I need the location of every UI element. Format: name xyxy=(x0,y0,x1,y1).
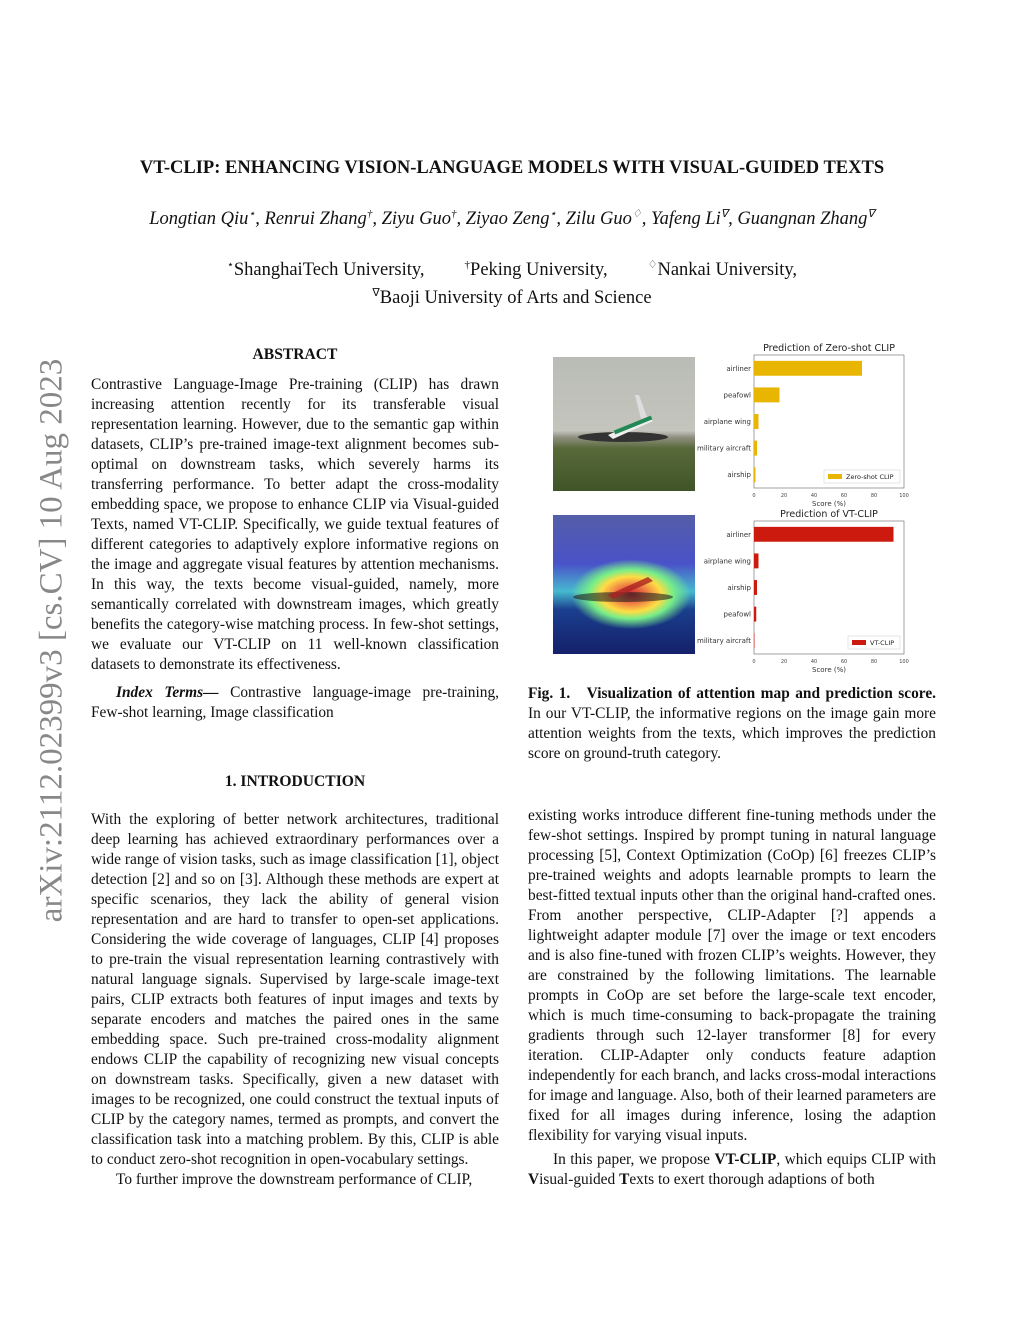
airplane-photo xyxy=(553,357,695,491)
author-mark: † xyxy=(366,208,373,220)
intro-paragraph xyxy=(528,1150,936,1190)
author-mark: ∇ xyxy=(867,208,875,220)
caption-text: In our VT-CLIP, the informative regions on the image gain more attention weights from the texts, which improves the prediction score on ground-truth category. xyxy=(528,705,936,762)
x-tick-label: 20 xyxy=(780,659,788,665)
affil-mark: † xyxy=(464,259,471,271)
airplane-shape xyxy=(553,515,695,654)
figure-label: Fig. 1 xyxy=(528,685,567,702)
author-mark: ♢ xyxy=(631,208,642,220)
affiliation: Peking University, xyxy=(470,260,608,281)
category-label: airliner xyxy=(726,364,751,373)
caption-title: Visualization of attention map and prediction score. xyxy=(586,685,936,702)
author-mark: ∇ xyxy=(720,208,729,220)
chart-title: Prediction of Zero-shot CLIP xyxy=(763,343,895,354)
category-label: airplane wing xyxy=(703,418,751,426)
intro-paragraph: existing works introduce different fine-tuning methods under the few-shot settings. Inspired by prompt tuning in natural language processing [5], Context Optimization (CoOp) [6] freezes CLIP’s pre-trained weights and adopts learnable prompts to learn the best-fitted textual inputs other than the original hand-crafted ones. From another perspective, CLIP-Adapter [?] appends a lightweight adapter module [7] over the image or text encoders and is also fine-tuned with frozen CLIP’s weights. However, they are constrained by the following limitations. The learnable prompts in CoOp are set before the large-scale text encoder, which is much time-consuming to back-propagate the training gradients through such 12-layer transformer [8] for every iteration. CLIP-Adapter only conducts feature adaption independently for each branch, and lacks cross-modal interactions for image and language. Also, both of their learned parameters are fixed for all images during inference, losing the adaption flexibility for varying visual inputs. xyxy=(528,807,936,1144)
chart-title: Prediction of VT-CLIP xyxy=(780,509,878,520)
bar xyxy=(754,441,757,456)
index-terms-text: Contrastive language-image pre-training, Few-shot learning, Image classification xyxy=(91,684,499,721)
intro-paragraph: With the exploring of better network architectures, traditional deep learning has achieved extraordinary performances over a wide range of vision tasks, such as image classification [1], object detection [2] and so on [3]. Although these methods are expert at specific scenarios, they lack the ability of general vision representation and are hard to transfer to open-set applications. Considering the wide coverage of languages, CLIP [4] proposes to pre-train the visual representation learning contrastively with natural language signals. Supervised by large-scale image-text pairs, CLIP extracts both features of input images and texts by separate encoders and matches the paired ones in the same embedding space. Such pre-trained cross-modality alignment endows CLIP the capability of recognizing new visual concepts on downstream tasks. Specifically, given a new dataset with images to be recognized, one could construct the textual inputs of CLIP by the category names, termed as prompts, and convert the classification task into a matching problem. By this, CLIP is able to conduct zero-shot recognition in open-vocabulary settings. xyxy=(91,811,499,1168)
x-tick-label: 80 xyxy=(870,659,878,665)
bar xyxy=(754,553,759,568)
paper-title: VT-CLIP: ENHANCING VISION-LANGUAGE MODELS WITH VISUAL-GUIDED TEXTS xyxy=(139,158,885,178)
x-tick-label: 100 xyxy=(899,493,909,499)
affiliation: ShanghaiTech University, xyxy=(233,260,425,281)
author-name: Zilu Guo xyxy=(565,209,632,230)
bar xyxy=(754,467,756,482)
category-label: peafowl xyxy=(723,391,751,400)
text: , which equips CLIP with xyxy=(776,1151,936,1168)
affil-mark: ⋆ xyxy=(226,259,234,271)
affiliations xyxy=(0,254,1024,310)
author-name: Guangnan Zhang xyxy=(737,209,868,230)
author-name: Ziyao Zeng xyxy=(465,209,550,230)
legend-swatch xyxy=(828,474,842,479)
affiliation: Baoji University of Arts and Science xyxy=(379,288,652,309)
x-tick-label: 40 xyxy=(810,493,818,499)
category-label: airship xyxy=(727,471,751,480)
attention-map-image xyxy=(553,515,695,654)
category-label: military aircraft xyxy=(697,444,751,453)
x-tick-label: 60 xyxy=(840,659,848,665)
x-tick-label: 0 xyxy=(752,493,756,499)
category-label: airliner xyxy=(726,530,751,539)
author-mark: ⋆ xyxy=(549,208,557,220)
zero-shot-clip-chart xyxy=(695,340,920,510)
author-name: Longtian Qiu xyxy=(149,209,249,230)
author-list: Longtian Qiu⋆, Renrui Zhang†, Ziyu Guo†, Ziyao Zeng⋆, Zilu Guo♢, Yafeng Li∇, Guangnan Zhang∇ xyxy=(149,208,875,230)
method-name: VT-CLIP xyxy=(714,1151,777,1168)
legend-swatch xyxy=(852,640,866,645)
category-label: military aircraft xyxy=(697,637,751,646)
intro-heading: 1. INTRODUCTION xyxy=(224,773,366,790)
category-label: peafowl xyxy=(723,610,751,619)
abstract-text: Contrastive Language-Image Pre-training (CLIP) has drawn increasing attention recently for its transferable visual representation learning. However, due to the semantic gap within datasets, CLIP’s pre-trained image-text alignment becomes sub-optimal on downstream tasks, which severely harms its transferring performance. To better adapt the cross-modality embedding space, we propose to enhance CLIP via Visual-guided Texts, named VT-CLIP. Specifically, we guide textual features of different categories to adaptively explore informative regions on the image and aggregate visual features by attention mechanisms. In this way, the texts become visual-guided, namely, more semantically correlated with downstream images, which greatly benefits the category-wise matching process. In few-shot settings, we evaluate our VT-CLIP on 11 well-known classification datasets to demonstrate its effectiveness. xyxy=(91,376,499,673)
author-mark: † xyxy=(450,208,457,220)
text: V xyxy=(528,1171,540,1188)
author-name: Renrui Zhang xyxy=(264,209,367,230)
introduction-right xyxy=(528,806,936,1190)
x-tick-label: 80 xyxy=(870,493,878,499)
vt-clip-chart xyxy=(695,506,920,676)
bar xyxy=(754,414,759,429)
figure-caption: Fig. 1. Visualization of attention map and prediction score. In our VT-CLIP, the informative regions on the image gain more attention weights from the texts, which improves the prediction score on ground-truth category. xyxy=(528,685,936,762)
bar xyxy=(754,607,756,622)
abstract-section xyxy=(91,345,499,723)
author-name: Yafeng Li xyxy=(651,209,721,230)
legend-label: VT-CLIP xyxy=(870,639,895,647)
bar xyxy=(754,527,894,542)
affil-mark: ∇ xyxy=(372,287,380,300)
bar xyxy=(754,361,862,376)
intro-paragraph: To further improve the downstream performance of CLIP, xyxy=(116,1171,473,1188)
text: exts to exert thorough adaptions of both xyxy=(629,1171,875,1188)
x-axis-label: Score (%) xyxy=(812,500,846,508)
airplane-shape xyxy=(553,357,695,491)
arxiv-identifier: arXiv:2112.02399v3 [cs.CV] 10 Aug 2023 xyxy=(33,358,70,923)
text: isual-guided xyxy=(539,1171,620,1188)
legend-label: Zero-shot CLIP xyxy=(846,473,894,481)
bar xyxy=(754,387,780,402)
author-mark: ⋆ xyxy=(248,208,256,220)
x-tick-label: 40 xyxy=(810,659,818,665)
abstract-heading: ABSTRACT xyxy=(252,346,338,363)
x-axis-label: Score (%) xyxy=(812,666,846,674)
x-tick-label: 60 xyxy=(840,493,848,499)
author-name: Ziyu Guo xyxy=(381,209,451,230)
index-terms-label: Index Terms— xyxy=(116,684,219,701)
text: T xyxy=(619,1171,630,1188)
text: In this paper, we propose xyxy=(553,1151,715,1168)
category-label: airplane wing xyxy=(703,557,751,566)
x-tick-label: 0 xyxy=(752,659,756,665)
x-tick-label: 100 xyxy=(899,659,909,665)
bar xyxy=(754,580,757,595)
x-tick-label: 20 xyxy=(780,493,788,499)
index-terms xyxy=(91,683,499,723)
affil-mark: ♢ xyxy=(647,259,658,271)
category-label: airship xyxy=(727,584,751,592)
affiliation: Nankai University, xyxy=(657,260,798,281)
introduction-left xyxy=(91,772,499,1190)
